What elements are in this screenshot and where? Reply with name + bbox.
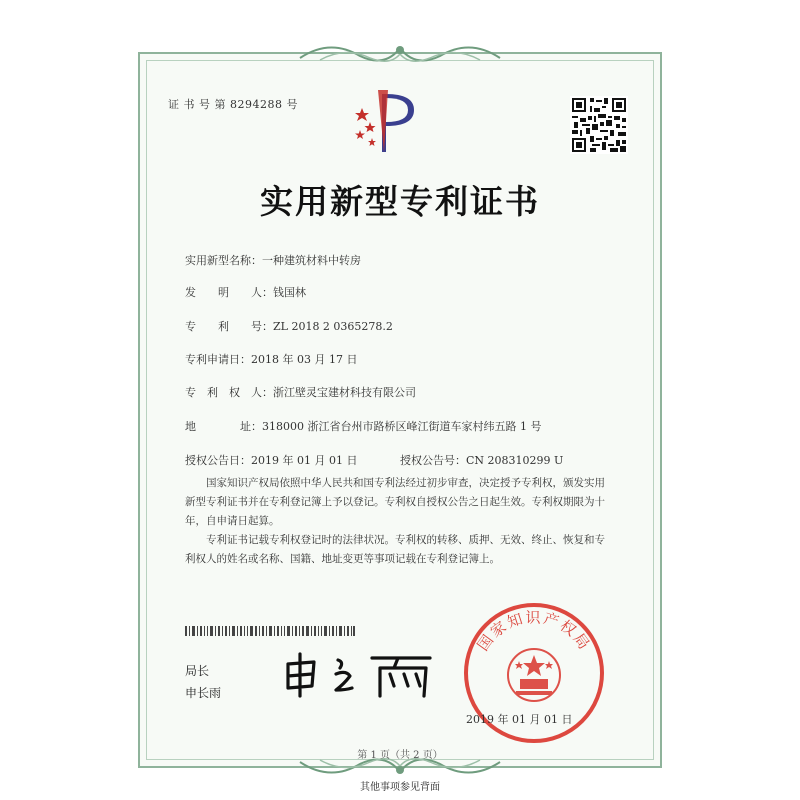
address-label: 地 址： — [185, 420, 262, 433]
director-signature — [280, 650, 440, 700]
director-title: 局长 — [185, 664, 210, 678]
inventor-label: 发 明 人： — [185, 286, 273, 299]
utility-model-name-row — [185, 252, 361, 268]
grant-number-row — [400, 452, 563, 468]
inventor-row — [185, 284, 306, 300]
barcode-icon — [185, 626, 355, 636]
inventor-value: 钱国林 — [273, 286, 306, 299]
patentee-value: 浙江壁灵宝建材科技有限公司 — [273, 386, 416, 399]
patent-office-logo-icon — [352, 86, 422, 156]
seal-date: 2019 年 01 月 01 日 — [466, 713, 573, 726]
certificate-number: 证 书 号 第 8294288 号 — [168, 98, 298, 111]
filing-date-row — [185, 351, 357, 367]
address-row — [185, 418, 541, 434]
utility-model-name-label: 实用新型名称： — [185, 254, 262, 267]
director-name: 申长雨 — [185, 686, 222, 700]
patent-number-label: 专 利 号： — [185, 320, 273, 333]
certificate-sheet — [138, 52, 662, 768]
patent-number-value: ZL 2018 2 0365278.2 — [273, 320, 393, 333]
patent-number-row — [185, 318, 393, 334]
certificate-title: 实用新型专利证书 — [260, 182, 540, 221]
address-value: 318000 浙江省台州市路桥区峰江街道车家村纬五路 1 号 — [262, 420, 542, 433]
qr-code-icon — [570, 96, 628, 154]
svg-text:国家知识产权局: 国家知识产权局 — [473, 608, 595, 655]
utility-model-name-value: 一种建筑材料中转房 — [262, 254, 361, 267]
footnote: 其他事项参见背面 — [360, 782, 440, 793]
top-ornament — [290, 38, 510, 70]
grant-date-row — [185, 452, 357, 468]
patentee-row — [185, 384, 416, 400]
filing-date-label: 专利申请日： — [185, 353, 251, 366]
grant-number-value: CN 208310299 U — [466, 454, 564, 467]
patentee-label: 专 利 权 人： — [185, 386, 273, 399]
filing-date-value: 2018 年 03 月 17 日 — [251, 353, 358, 366]
grant-number-label: 授权公告号： — [400, 454, 466, 467]
grant-statement-paragraph: 国家知识产权局依照中华人民共和国专利法经过初步审查，决定授予专利权，颁发实用新型专利证书并在专利登记簿上予以登记。专利权自授权公告之日起生效。专利权期限为十年，自申请日起算。 — [185, 477, 605, 527]
grant-date-value: 2019 年 01 月 01 日 — [251, 454, 358, 467]
page-number: 第 1 页（共 2 页） — [357, 750, 443, 761]
legal-status-paragraph: 专利证书记载专利权登记时的法律状况。专利权的转移、质押、无效、终止、恢复和专利权人的姓名或名称、国籍、地址变更等事项记载在专利登记簿上。 — [185, 534, 605, 565]
grant-date-label: 授权公告日： — [185, 454, 251, 467]
